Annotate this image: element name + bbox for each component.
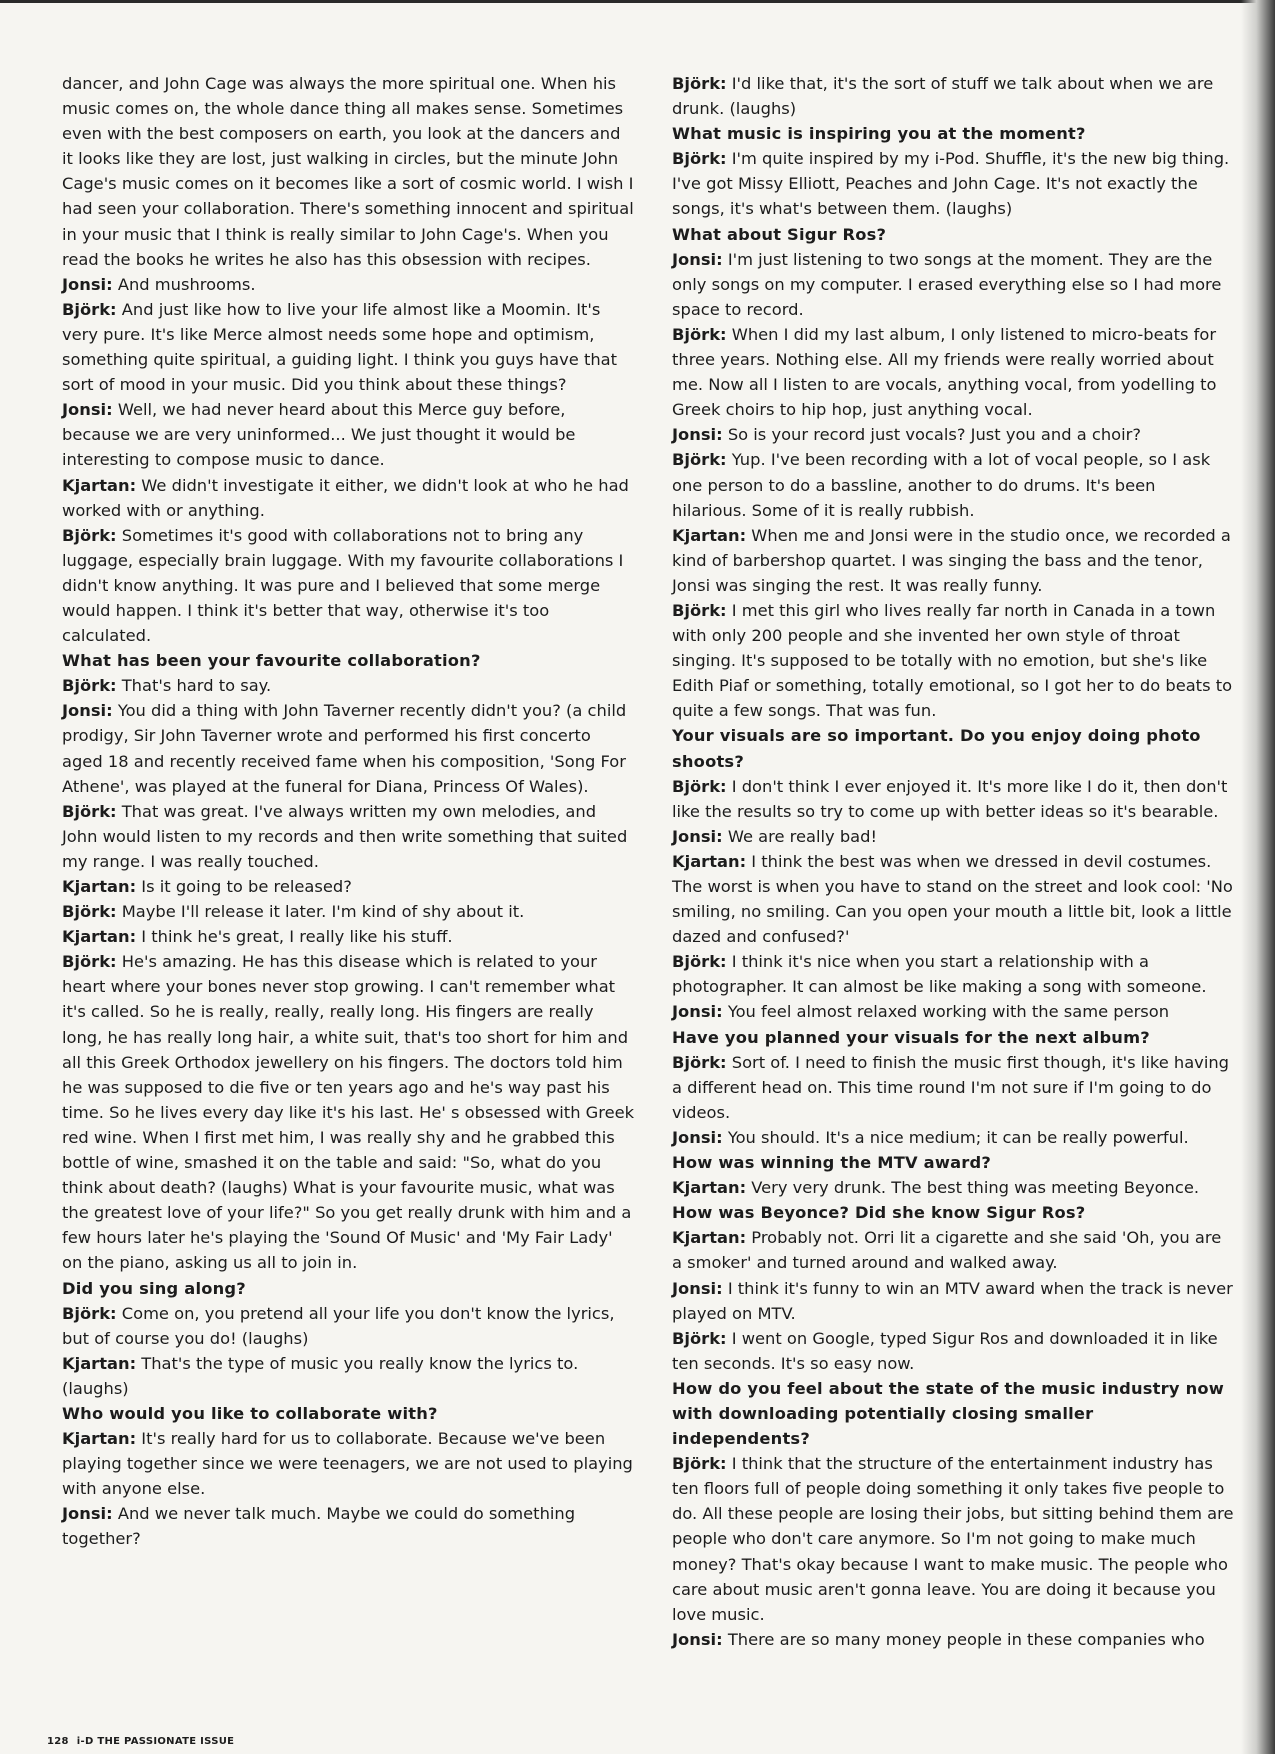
answer-text: He's amazing. He has this disease which is related to your heart where your bones never stop growing. I can't remember what it's called. So he is really, really, really long. His fingers are really long, he has really long hair, a white suit, that's too short for him and all this Greek Orthodox jewellery on his fingers. The doctors told him he was supposed to die five or ten years ago and he's way past his time. So he lives every day like it's his last. He' s obsessed with Greek red wine. When I first met him, I was really shy and he grabbed this bottle of wine, smashed it on the table and said: "So, what do you think about death? (laughs) What is your favourite music, what was the greatest love of your life?" So you get really drunk with him and a few hours later he's playing the 'Sound Of Music' and 'My Fair Lady' on the piano, asking us all to join in. xyxy=(62,952,635,1273)
interview-answer xyxy=(62,874,636,899)
speaker-name: Björk: xyxy=(62,801,117,821)
right-column xyxy=(672,71,1234,1652)
answer-text: I think it's funny to win an MTV award when the track is never played on MTV. xyxy=(672,1278,1233,1323)
speaker-name: Björk: xyxy=(672,324,727,344)
interview-question: Who would you like to collaborate with? xyxy=(62,1403,438,1423)
answer-text: And just like how to live your life almost like a Moomin. It's very pure. It's like Merce almost needs some hope and optimism, something quite spiritual, a guiding light. I think you guys have that sort of mood in your music. Did you think about these things? xyxy=(62,299,618,395)
interview-answer xyxy=(62,924,636,949)
speaker-name: Kjartan: xyxy=(62,927,137,947)
answer-text: I think it's nice when you start a relationship with a photographer. It can almost be like making a song with someone. xyxy=(672,952,1207,997)
speaker-name: Kjartan: xyxy=(62,1353,137,1373)
speaker-name: Kjartan: xyxy=(672,1178,747,1198)
speaker-name: Jonsi: xyxy=(672,1278,723,1298)
speaker-name: Björk: xyxy=(672,600,727,620)
speaker-name: Björk: xyxy=(672,1454,727,1474)
interview-answer xyxy=(672,523,1234,598)
answer-text: Yup. I've been recording with a lot of vocal people, so I ask one person to do a bassline, another to do drums. It's been hilarious. Some of it is really rubbish. xyxy=(672,450,1211,520)
interview-question: Your visuals are so important. Do you enjoy doing photo shoots? xyxy=(672,726,1201,771)
speaker-name: Björk: xyxy=(672,1328,727,1348)
speaker-name: Björk: xyxy=(62,952,117,972)
answer-text: Sort of. I need to finish the music first though, it's like having a different head on. This time round I'm not sure if I'm going to do videos. xyxy=(672,1052,1229,1122)
interview-question: What music is inspiring you at the moment? xyxy=(672,124,1086,144)
answer-text: So is your record just vocals? Just you and a choir? xyxy=(727,425,1141,445)
answer-text: I went on Google, typed Sigur Ros and downloaded it in like ten seconds. It's so easy now. xyxy=(672,1328,1218,1373)
interview-answer xyxy=(62,397,636,472)
answer-text: That's hard to say. xyxy=(121,676,272,696)
answer-text: I don't think I ever enjoyed it. It's more like I do it, then don't like the results so try to come up with better ideas so it's bearable. xyxy=(672,776,1228,821)
interview-answer xyxy=(672,1627,1234,1652)
interview-answer xyxy=(62,899,636,924)
speaker-name: Kjartan: xyxy=(62,475,137,495)
answer-text: We are really bad! xyxy=(727,826,878,846)
speaker-name: Björk: xyxy=(672,1052,727,1072)
interview-answer xyxy=(62,1501,636,1551)
answer-text: We didn't investigate it either, we didn't look at who he had worked with or anything. xyxy=(62,475,629,520)
answer-text: I think that the structure of the entertainment industry has ten floors full of people doing something it only takes five people to do. All these people are losing their jobs, but sitting behind them are people who don't care anymore. So I'm not going to make much money? That's okay because I want to make music. The people who care about music aren't gonna leave. You are doing it because you love music. xyxy=(672,1454,1234,1624)
answer-text: I'm quite inspired by my i-Pod. Shuffle, it's the new big thing. I've got Missy Elliott, Peaches and John Cage. It's not exactly the songs, it's what's between them. (laughs) xyxy=(672,149,1230,219)
speaker-name: Björk: xyxy=(672,776,727,796)
speaker-name: Björk: xyxy=(672,952,727,972)
interview-question: How was winning the MTV award? xyxy=(672,1153,992,1173)
interview-answer xyxy=(672,824,1234,849)
interview-answer xyxy=(672,71,1234,121)
left-column xyxy=(62,71,636,1552)
speaker-name: Kjartan: xyxy=(672,851,747,871)
interview-answer xyxy=(62,473,636,523)
speaker-name: Jonsi: xyxy=(672,425,723,445)
speaker-name: Björk: xyxy=(62,525,117,545)
interview-answer xyxy=(672,849,1234,949)
interview-answer xyxy=(672,1050,1234,1125)
speaker-name: Kjartan: xyxy=(672,1228,747,1248)
interview-answer xyxy=(62,1426,636,1501)
speaker-name: Björk: xyxy=(62,1303,117,1323)
page-binding-shadow xyxy=(1241,0,1275,1754)
interview-answer xyxy=(672,999,1234,1024)
interview-answer xyxy=(672,1225,1234,1275)
interview-answer xyxy=(672,146,1234,221)
answer-text: Very very drunk. The best thing was meeting Beyonce. xyxy=(751,1178,1200,1198)
speaker-name: Björk: xyxy=(672,149,727,169)
answer-text: When I did my last album, I only listened to micro-beats for three years. Nothing else. All my friends were really worried about me. Now all I listen to are vocals, anything vocal, from yodelling to Greek choirs to hip hop, just anything vocal. xyxy=(672,324,1217,420)
page-top-edge xyxy=(0,0,1275,3)
interview-answer xyxy=(672,1451,1234,1627)
page-number: 128 xyxy=(47,1736,69,1747)
interview-answer xyxy=(672,774,1234,824)
speaker-name: Jonsi: xyxy=(62,701,113,721)
answer-text: dancer, and John Cage was always the more spiritual one. When his music comes on, the whole dance thing all makes sense. Sometimes even with the best composers on earth, you look at the dancers and it looks like they are lost, just walking in circles, but the minute John Cage's music comes on it becomes like a sort of cosmic world. I wish I had seen your collaboration. There's something innocent and spiritual in your music that I think is really similar to John Cage's. When you read the books he writes he also has this obsession with recipes. xyxy=(62,74,634,269)
interview-answer xyxy=(62,272,636,297)
interview-question: What about Sigur Ros? xyxy=(672,224,887,244)
answer-text: And we never talk much. Maybe we could do something together? xyxy=(62,1504,576,1549)
answer-text: I met this girl who lives really far north in Canada in a town with only 200 people and she invented her own style of throat singing. It's supposed to be totally with no emotion, but she's like Edith Piaf or something, totally emotional, so I got her to do beats to quite a few songs. That was fun. xyxy=(672,600,1233,721)
answer-text: I'm just listening to two songs at the moment. They are the only songs on my computer. I erased everything else so I had more space to record. xyxy=(672,249,1222,319)
interview-answer xyxy=(672,598,1234,723)
interview-answer xyxy=(672,949,1234,999)
answer-text: It's really hard for us to collaborate. Because we've been playing together since we were teenagers, we are not used to playing with anyone else. xyxy=(62,1429,633,1499)
answer-text: That was great. I've always written my own melodies, and John would listen to my records and then write something that suited my range. I was really touched. xyxy=(62,801,628,871)
interview-answer xyxy=(62,1301,636,1351)
speaker-name: Jonsi: xyxy=(62,274,113,294)
speaker-name: Björk: xyxy=(62,676,117,696)
interview-question: What has been your favourite collaboration? xyxy=(62,651,481,671)
speaker-name: Jonsi: xyxy=(672,826,723,846)
speaker-name: Kjartan: xyxy=(62,1429,137,1449)
interview-answer xyxy=(672,447,1234,522)
interview-answer xyxy=(672,247,1234,322)
answer-text: I think the best was when we dressed in devil costumes. The worst is when you have to stand on the street and look cool: 'No smiling, no smiling. Can you open your mouth a little bit, look a little dazed and confused?' xyxy=(672,851,1233,947)
interview-answer xyxy=(672,1125,1234,1150)
publication-name: i-D THE PASSIONATE ISSUE xyxy=(76,1736,235,1747)
speaker-name: Kjartan: xyxy=(62,877,137,896)
speaker-name: Jonsi: xyxy=(672,249,723,269)
answer-text: When me and Jonsi were in the studio once, we recorded a kind of barbershop quartet. I was singing the bass and the tenor, Jonsi was singing the rest. It was really funny. xyxy=(672,525,1231,595)
interview-answer xyxy=(672,1276,1234,1326)
interview-answer xyxy=(62,297,636,397)
answer-text: You feel almost relaxed working with the same person xyxy=(727,1002,1170,1022)
answer-text: Come on, you pretend all your life you don't know the lyrics, but of course you do! (laughs) xyxy=(62,1303,615,1348)
interview-answer xyxy=(62,799,636,874)
interview-question: How was Beyonce? Did she know Sigur Ros? xyxy=(672,1203,1086,1223)
speaker-name: Jonsi: xyxy=(672,1629,723,1649)
speaker-name: Jonsi: xyxy=(672,1127,723,1147)
interview-answer xyxy=(62,949,636,1275)
interview-answer xyxy=(62,1351,636,1401)
answer-text: I think he's great, I really like his stuff. xyxy=(141,927,453,947)
speaker-name: Björk: xyxy=(672,450,727,470)
interview-question: How do you feel about the state of the music industry now with downloading potentially closing smaller independents? xyxy=(672,1378,1224,1449)
answer-text: Is it going to be released? xyxy=(141,877,352,896)
page-footer xyxy=(47,1736,242,1747)
answer-text: Probably not. Orri lit a cigarette and she said 'Oh, you are a smoker' and turned around and walked away. xyxy=(672,1228,1222,1273)
speaker-name: Jonsi: xyxy=(62,400,113,420)
answer-text: And mushrooms. xyxy=(117,274,256,294)
answer-text: There are so many money people in these companies who xyxy=(727,1629,1205,1649)
interview-answer xyxy=(672,422,1234,447)
interview-answer xyxy=(62,698,636,798)
interview-question: Have you planned your visuals for the next album? xyxy=(672,1027,1150,1047)
interview-answer xyxy=(62,673,636,698)
speaker-name: Björk: xyxy=(62,902,117,922)
interview-answer xyxy=(62,71,636,272)
interview-answer xyxy=(672,1326,1234,1376)
speaker-name: Björk: xyxy=(62,299,117,319)
answer-text: I'd like that, it's the sort of stuff we talk about when we are drunk. (laughs) xyxy=(672,74,1214,119)
speaker-name: Jonsi: xyxy=(62,1504,113,1524)
speaker-name: Jonsi: xyxy=(672,1002,723,1022)
answer-text: Well, we had never heard about this Merce guy before, because we are very uninformed... We just thought it would be interesting to compose music to dance. xyxy=(62,400,576,470)
interview-question: Did you sing along? xyxy=(62,1278,246,1298)
answer-text: Sometimes it's good with collaborations not to bring any luggage, especially brain luggage. With my favourite collaborations I didn't know anything. It was pure and I believed that some merge would happen. I think it's better that way, otherwise it's too calculated. xyxy=(62,525,624,646)
answer-text: You should. It's a nice medium; it can be really powerful. xyxy=(727,1127,1189,1147)
answer-text: That's the type of music you really know the lyrics to. (laughs) xyxy=(62,1353,579,1398)
interview-answer xyxy=(672,322,1234,422)
answer-text: Maybe I'll release it later. I'm kind of shy about it. xyxy=(121,902,525,922)
interview-answer xyxy=(62,523,636,648)
answer-text: You did a thing with John Taverner recently didn't you? (a child prodigy, Sir John Taverner wrote and performed his first concerto aged 18 and recently received fame when his composition, 'Song For Athene', was played at the funeral for Diana, Princess Of Wales). xyxy=(62,701,627,796)
speaker-name: Kjartan: xyxy=(672,525,747,545)
interview-answer xyxy=(672,1175,1234,1200)
speaker-name: Björk: xyxy=(672,74,727,93)
